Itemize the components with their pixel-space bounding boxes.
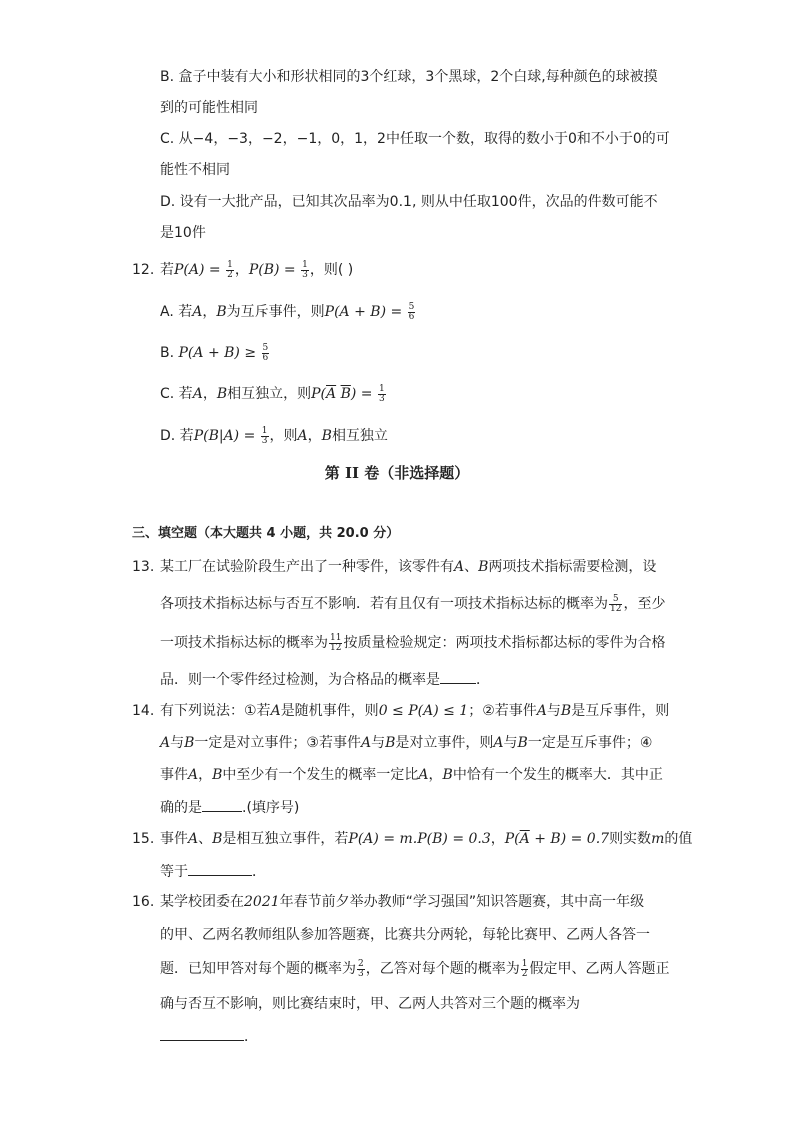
- fraction: $\frac{5}{6}$: [408, 301, 415, 322]
- q13-number: 13.: [132, 559, 155, 575]
- q15-number: 15.: [132, 831, 155, 847]
- q16-line5: ．: [160, 1026, 258, 1047]
- q13-line3: 一项技术指标达标的概率为 $\frac{11}{12}$ 按质量检验规定：两项技术指标都达标的零件为合格: [160, 632, 666, 653]
- q16-line4: 确与否互不影响，则比赛结束时，甲、乙两人共答对三个题的概率为: [160, 996, 580, 1012]
- answer-blank[interactable]: [188, 861, 252, 876]
- q14-line4: 确的是 .(填序号): [160, 797, 299, 818]
- q12-number: 12.: [132, 262, 155, 278]
- q14-number: 14.: [132, 703, 155, 719]
- q11-option-d-line1: D. 设有一大批产品，已知其次品率为0.1, 则从中任取100件，次品的件数可能不: [160, 194, 658, 210]
- q12-option-d: D. 若P(B|A) = $\frac{1}{3}$ ，则A，B相互独立: [160, 425, 388, 446]
- q15-line1: 事件A、B是相互独立事件，若P(A) = m.P(B) = 0.3，$P(\overline{A} + B) = 0.7$则实数m的值: [160, 831, 693, 847]
- q12-option-c: C. 若A，B相互独立，则$P(\overline{A}$ $\overline{B}$) = $\frac{1}{3}$: [160, 383, 385, 404]
- q14-line1: 有下列说法：①若A是随机事件，则0 ≤ P(A) ≤ 1；②若事件A与B是互斥事件，则: [160, 703, 670, 719]
- q16-line1: 某学校团委在2021年春节前夕举办教师“学习强国”知识答题赛，其中高一年级: [160, 894, 645, 910]
- q13-line2: 各项技术指标达标与否互不影响．若有且仅有一项技术指标达标的概率为 $\frac{5}{12}$ ，至少: [160, 593, 666, 614]
- part2-title: 第 II 卷（非选择题）: [324, 464, 470, 482]
- q12-option-a: A. 若A，B为互斥事件，则P(A + B) = $\frac{5}{6}$: [160, 301, 415, 322]
- q11-option-b-line1: B. 盒子中装有大小和形状相同的3个红球，3个黑球，2个白球,每种颜色的球被摸: [160, 69, 658, 85]
- fraction: $\frac{1}{3}$: [378, 383, 385, 404]
- answer-blank[interactable]: [202, 797, 242, 812]
- q11-option-c-line1: C. 从−4，−3，−2，−1，0，1，2中任取一个数，取得的数小于0和不小于0的可: [160, 131, 670, 147]
- fraction: $\frac{5}{6}$: [262, 342, 269, 363]
- q11-option-d-line2: 是10件: [160, 225, 206, 241]
- fraction: $\frac{1}{3}$: [261, 425, 268, 446]
- fraction: $\frac{11}{12}$: [330, 632, 342, 653]
- fraction: $\frac{1}{2}$: [227, 259, 233, 280]
- q16-line2: 的甲、乙两名教师组队参加答题赛，比赛共分两轮，每轮比赛甲、乙两人各答一: [160, 927, 650, 943]
- fraction: $\frac{2}{3}$: [358, 958, 364, 979]
- answer-blank[interactable]: [440, 669, 476, 684]
- q12-stem: 若P(A) = $\frac{1}{2}$ ，P(B) = $\frac{1}{3}$ ，则( ): [160, 259, 354, 280]
- q11-option-c-line2: 能性不相同: [160, 162, 230, 178]
- q13-line4: 品．则一个零件经过检测，为合格品的概率是 ．: [160, 669, 490, 690]
- q13-line1: 某工厂在试验阶段生产出了一种零件，该零件有A、B两项技术指标需要检测，设: [160, 559, 657, 575]
- q14-line3: 事件A，B中至少有一个发生的概率一定比A，B中恰有一个发生的概率大．其中正: [160, 767, 663, 783]
- section3-heading: 三、填空题（本大题共 4 小题，共 20.0 分）: [132, 526, 400, 541]
- fraction: $\frac{5}{12}$: [610, 593, 622, 614]
- answer-blank[interactable]: [160, 1026, 244, 1041]
- q12-option-b: B. P(A + B) ≥ $\frac{5}{6}$: [160, 342, 269, 363]
- fraction: $\frac{1}{2}$: [521, 958, 528, 979]
- fraction: $\frac{1}{3}$: [302, 259, 308, 280]
- q16-number: 16.: [132, 894, 155, 910]
- q14-line2: A与B一定是对立事件；③若事件A与B是对立事件，则A与B一定是互斥事件；④: [160, 735, 653, 751]
- q11-option-b-line2: 到的可能性相同: [160, 100, 258, 116]
- q16-line3: 题．已知甲答对每个题的概率为 $\frac{2}{3}$ ，乙答对每个题的概率为 $\frac{1}{2}$ 假定甲、乙两人答题正: [160, 958, 670, 979]
- q15-line2: 等于 ．: [160, 861, 266, 882]
